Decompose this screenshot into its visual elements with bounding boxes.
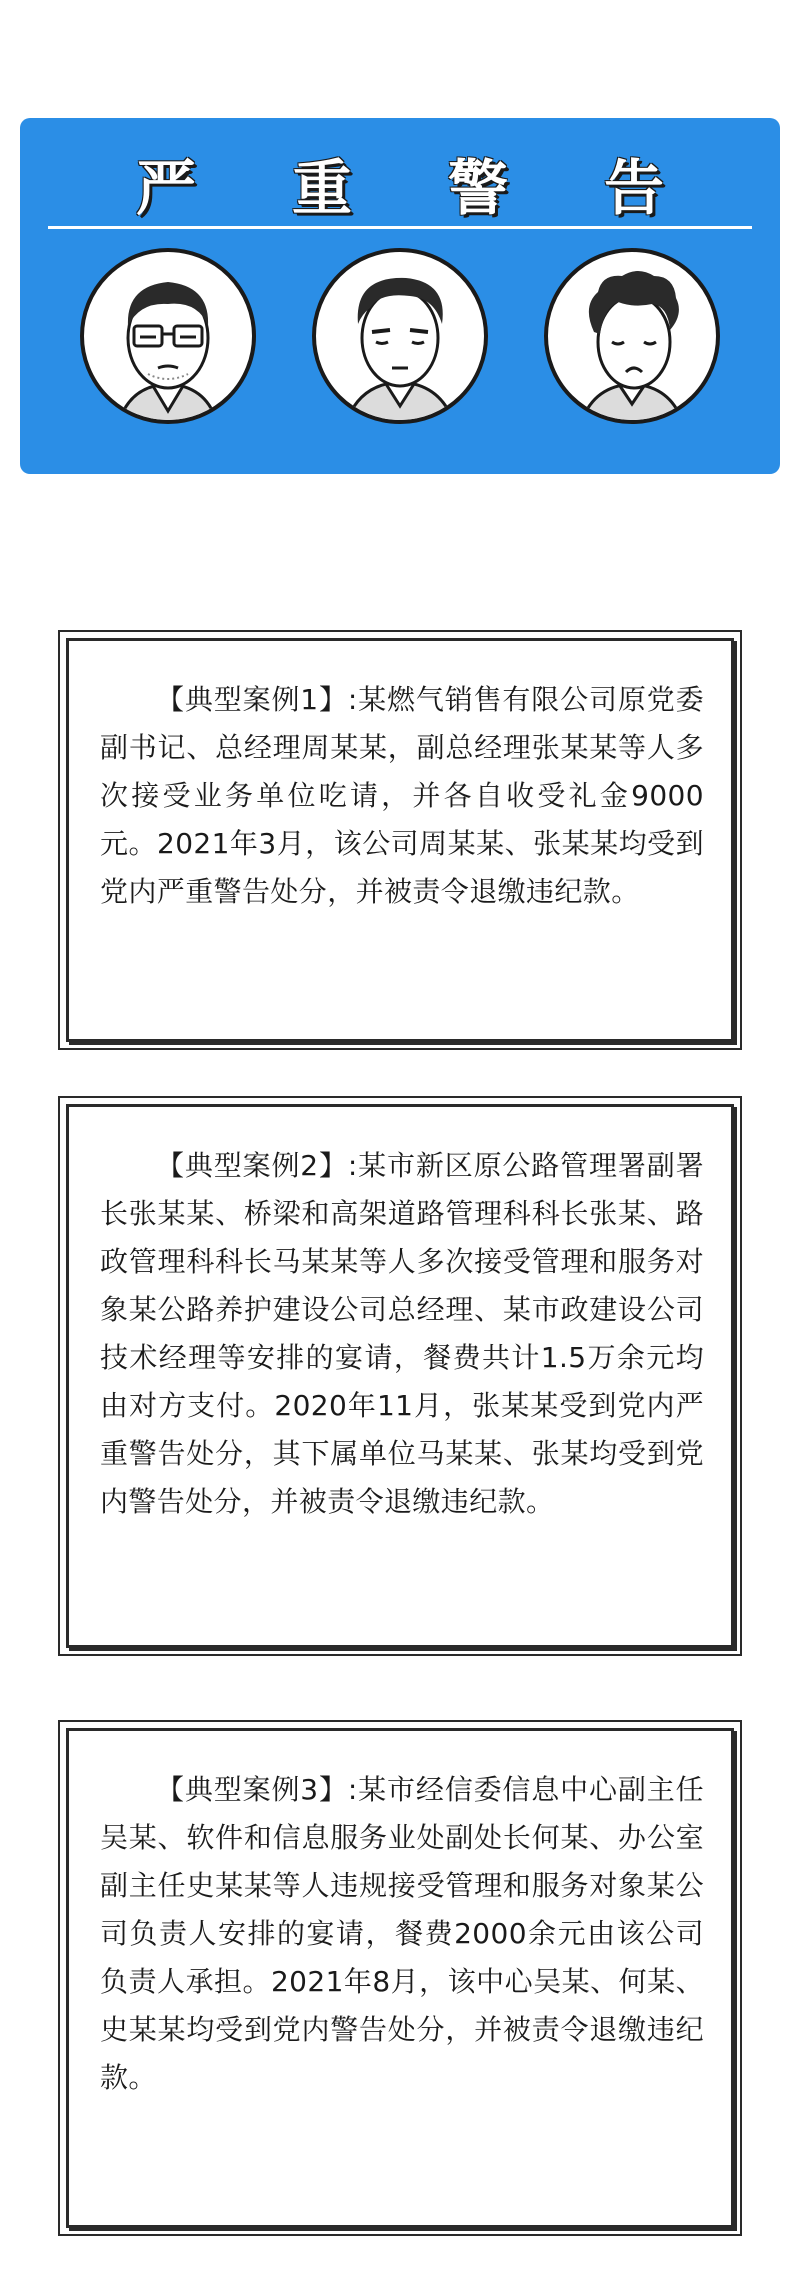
banner-title xyxy=(20,144,780,234)
case-card-1 xyxy=(58,630,742,1050)
title-char-2: 重 xyxy=(292,154,352,224)
case-card-3 xyxy=(58,1720,742,2236)
man-with-glasses-icon xyxy=(78,246,258,426)
case-text: 【典型案例2】:某市新区原公路管理署副署长张某某、桥梁和高架道路管理科科长张某、路政管理科科长马某某等人多次接受管理和服务对象某公路养护建设公司总经理、某市政建设公司技术经理等安排的宴请，餐费共计1.5万余元均由对方支付。2020年11月，张某某受到党内严重警告处分，其下属单位马某某、张某均受到党内警告处分，并被责令退缴违纪款。 xyxy=(100,1149,704,1518)
case-text: 【典型案例1】:某燃气销售有限公司原党委副书记、总经理周某某，副总经理张某某等人多次接受业务单位吃请，并各自收受礼金9000元。2021年3月，该公司周某某、张某某均受到党内严重警告处分，并被责令退缴违纪款。 xyxy=(100,683,704,908)
title-char-4: 告 xyxy=(604,154,664,224)
man-with-slicked-hair-icon xyxy=(310,246,490,426)
title-char-3: 警 xyxy=(448,154,508,224)
case-text: 【典型案例3】:某市经信委信息中心副主任吴某、软件和信息服务业处副处长何某、办公室副主任史某某等人违规接受管理和服务对象某公司负责人安排的宴请，餐费2000余元由该公司负责人承担。2021年8月，该中心吴某、何某、史某某均受到党内警告处分，并被责令退缴违纪款。 xyxy=(100,1773,704,2094)
man-with-curly-hair-icon xyxy=(542,246,722,426)
title-char-1: 严 xyxy=(136,154,196,224)
title-divider xyxy=(48,226,752,229)
case-card-2 xyxy=(58,1096,742,1656)
header-banner xyxy=(20,118,780,474)
